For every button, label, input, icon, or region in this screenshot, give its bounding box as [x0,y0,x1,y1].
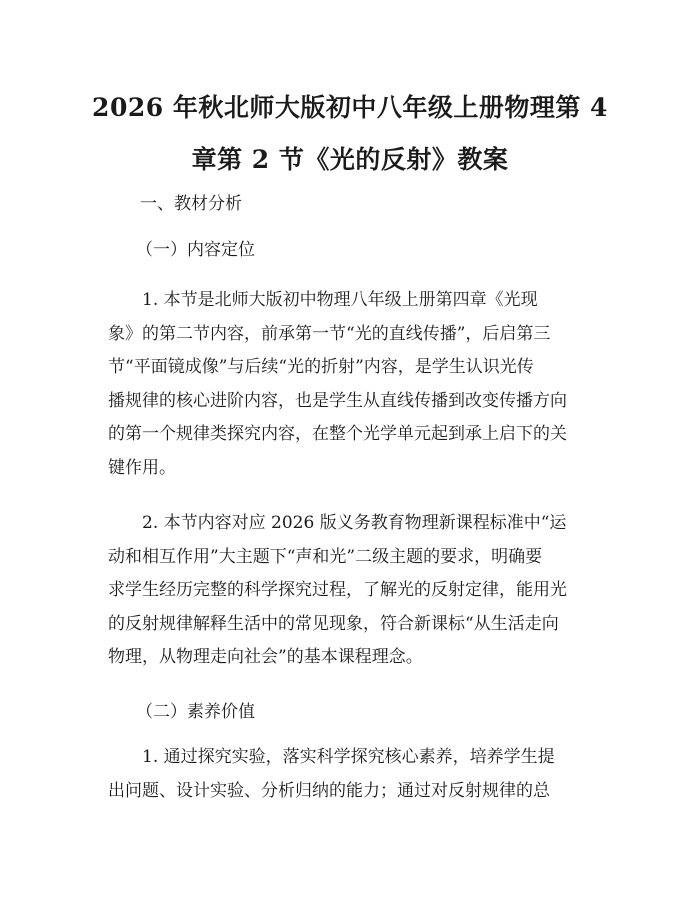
section-heading-textbook-analysis: 一、教材分析 [140,194,242,214]
paragraph-line: 播规律的核心进阶内容，也是学生从直线传播到改变传播方向 [108,390,567,411]
title-line-1: 2026 年秋北师大版初中八年级上册物理第 4 [92,93,608,122]
paragraph-line: 1. 通过探究实验，落实科学探究核心素养，培养学生提 [108,747,555,767]
paragraph-line: 物理，从物理走向社会”的基本课程理念。 [108,647,423,667]
paragraph-line: 出问题、设计实验、分析归纳的能力；通过对反射规律的总 [108,780,550,801]
paragraph-line: 求学生经历完整的科学探究过程，了解光的反射定律，能用光 [108,580,567,600]
paragraph-1 [108,284,598,485]
paragraph-line: 象》的第二节内容，前承第一节“光的直线传播”，后启第三 [108,323,551,344]
paragraph-line: 键作用。 [108,457,176,478]
document-title [90,82,610,186]
subsection-heading-literacy-value: （二）素养价值 [136,702,255,722]
paragraph-line: 节“平面镜成像”与后续“光的折射”内容，是学生认识光传 [108,357,534,377]
subsection-heading-content-positioning: （一）内容定位 [136,240,255,260]
paragraph-line: 的反射规律解释生活中的常见现象，符合新课标“从生活走向 [108,613,559,634]
paragraph-3 [108,741,598,808]
paragraph-line: 动和相互作用”大主题下“声和光”二级主题的要求，明确要 [108,546,543,567]
paragraph-line: 的第一个规律类探究内容，在整个光学单元起到承上启下的关 [108,424,567,444]
paragraph-line: 2. 本节内容对应 2026 版义务教育物理新课程标准中“运 [108,513,567,533]
paragraph-2 [108,507,598,675]
title-line-2: 章第 2 节《光的反射》教案 [191,145,509,174]
paragraph-line: 1. 本节是北师大版初中物理八年级上册第四章《光现 [108,290,538,310]
